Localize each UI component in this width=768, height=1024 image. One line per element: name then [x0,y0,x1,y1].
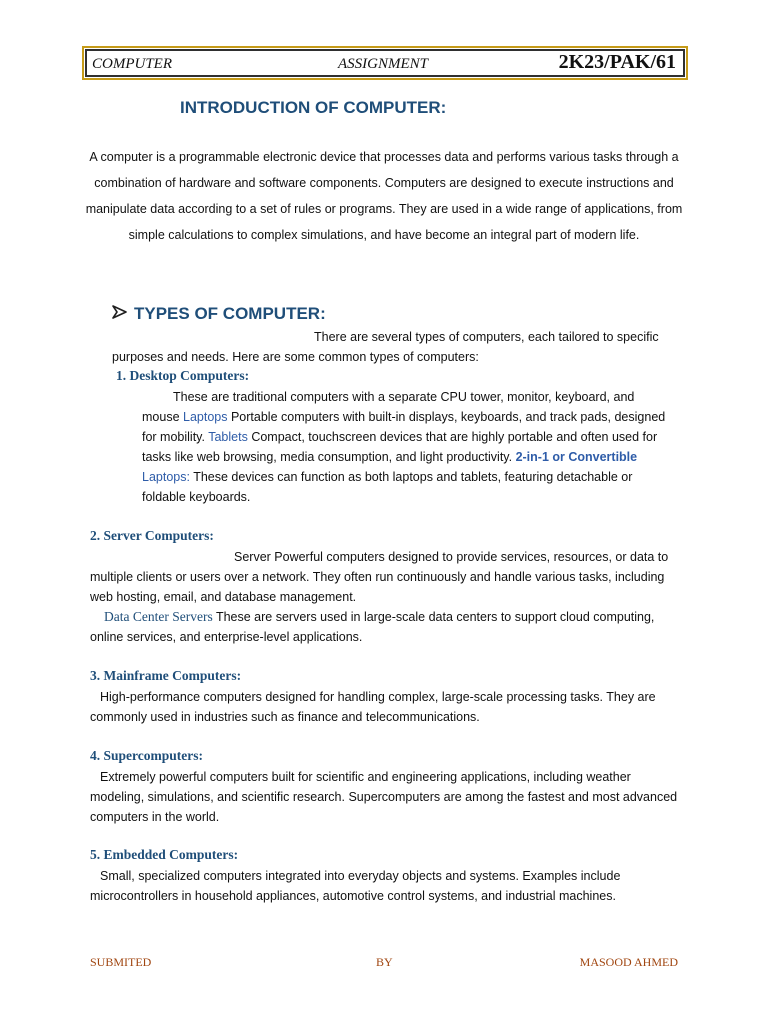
server-heading: 2. Server Computers: [90,528,214,543]
header-assignment: ASSIGNMENT [338,56,428,72]
types-intro [112,327,672,367]
desktop-text-3: Compact, touchscreen devices that are highly portable and often used for tasks like web browsing, media consumption, and light productivity. [142,430,658,464]
mainframe-heading: 3. Mainframe Computers: [90,668,242,683]
header-box [82,46,688,80]
desktop-text-1: These are traditional computers with a separate CPU tower, monitor, keyboard, and mouse [142,390,635,424]
server-paragraph: Server Powerful computers designed to provide services, resources, or data to multiple clients or users over a network. They often run continuously and handle various tasks, including web hosting, email, and database management. [90,550,669,604]
header-subject: COMPUTER [92,56,172,72]
arrow-bullet-icon [112,304,134,324]
desktop-heading: 1. Desktop Computers: [116,368,250,383]
desktop-text-2: Portable computers with built-in displays, keyboards, and track pads, designed for mobility. [142,410,666,444]
tablets-label: Tablets [208,430,248,444]
super-paragraph: Extremely powerful computers built for scientific and engineering applications, including weather modeling, simulations, and scientific research. Supercomputers are among the fastest and most advanced computers in the world. [90,770,678,824]
super-heading: 4. Supercomputers: [90,748,203,763]
footer-submitted: SUBMITED [90,955,152,969]
intro-paragraph: A computer is a programmable electronic device that processes data and performs various tasks through a combination of hardware and software components. Computers are designed to execute instructions and manipulate data according to a set of rules or programs. They are used in a wide range of applications, from simple calculations to complex simulations, and have become an integral part of modern life. [85,150,683,242]
embedded-paragraph: Small, specialized computers integrated into everyday objects and systems. Examples include microcontrollers in household appliances, automotive control systems, and industrial machines. [90,869,621,903]
types-heading [112,304,326,324]
convertible-label-2: Laptops: [142,470,190,484]
footer-by: BY [376,955,393,969]
embedded-heading: 5. Embedded Computers: [90,847,239,862]
page-title: INTRODUCTION OF COMPUTER: [180,98,447,117]
desktop-paragraph [142,387,672,507]
data-center-text: These are servers used in large-scale data centers to support cloud computing, online services, and enterprise-level applications. [90,610,655,644]
footer-author: MASOOD AHMED [579,955,678,969]
data-center-label: Data Center Servers [104,609,213,624]
header-roll-number: 2K23/PAK/61 [558,51,676,73]
mainframe-paragraph: High-performance computers designed for handling complex, large-scale processing tasks. They are commonly used in industries such as finance and telecommunications. [90,690,656,724]
desktop-text-4: These devices can function as both laptops and tablets, featuring detachable or foldable keyboards. [142,470,633,504]
types-heading-text: TYPES OF COMPUTER: [134,304,326,323]
laptops-label: Laptops [183,410,228,424]
types-intro-text: There are several types of computers, each tailored to specific purposes and needs. Here are some common types of computers: [112,330,659,364]
convertible-label: 2-in-1 or Convertible [515,450,638,464]
data-center-paragraph [90,607,680,647]
